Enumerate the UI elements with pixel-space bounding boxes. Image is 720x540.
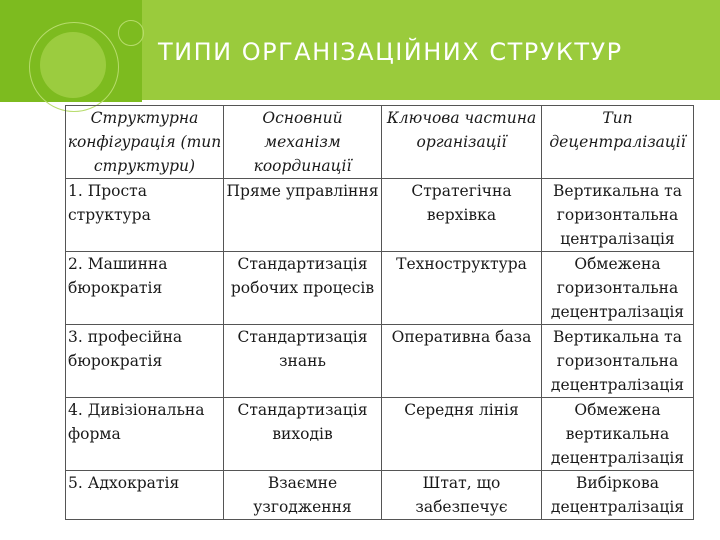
header-decentralization-type: Тип децентралізації bbox=[542, 106, 694, 179]
header-structure-type: Структурна конфігурація (тип структури) bbox=[66, 106, 224, 179]
cell-key-part: Оперативна база bbox=[382, 325, 542, 398]
cell-decentralization: Вибіркова децентралізація bbox=[542, 471, 694, 520]
table-row bbox=[66, 471, 694, 520]
table-row bbox=[66, 398, 694, 471]
cell-decentralization: Обмежена вертикальна децентралізація bbox=[542, 398, 694, 471]
decorative-circle bbox=[40, 32, 106, 98]
cell-mechanism: Пряме управління bbox=[224, 179, 382, 252]
cell-key-part: Штат, що забезпечує bbox=[382, 471, 542, 520]
decorative-small-circle bbox=[118, 20, 144, 46]
table-row bbox=[66, 252, 694, 325]
cell-decentralization: Вертикальна та горизонтальна централізація bbox=[542, 179, 694, 252]
table-row bbox=[66, 325, 694, 398]
cell-structure: 1. Проста структура bbox=[66, 179, 224, 252]
cell-key-part: Техноструктура bbox=[382, 252, 542, 325]
slide-title: ТИПИ ОРГАНІЗАЦІЙНИХ СТРУКТУР bbox=[158, 38, 623, 66]
cell-structure: 2. Машинна бюрократія bbox=[66, 252, 224, 325]
cell-structure: 3. професійна бюрократія bbox=[66, 325, 224, 398]
cell-mechanism: Взаємне узгодження bbox=[224, 471, 382, 520]
header-coordination-mechanism: Основний механізм координації bbox=[224, 106, 382, 179]
cell-decentralization: Вертикальна та горизонтальна децентралізація bbox=[542, 325, 694, 398]
cell-decentralization: Обмежена горизонтальна децентралізація bbox=[542, 252, 694, 325]
cell-mechanism: Стандартизація виходів bbox=[224, 398, 382, 471]
cell-mechanism: Стандартизація знань bbox=[224, 325, 382, 398]
cell-key-part: Стратегічна верхівка bbox=[382, 179, 542, 252]
cell-structure: 5. Адхократія bbox=[66, 471, 224, 520]
cell-structure: 4. Дивізіональна форма bbox=[66, 398, 224, 471]
header-key-part: Ключова частина організації bbox=[382, 106, 542, 179]
cell-mechanism: Стандартизація робочих процесів bbox=[224, 252, 382, 325]
table-row bbox=[66, 179, 694, 252]
table-header-row bbox=[66, 106, 694, 179]
cell-key-part: Середня лінія bbox=[382, 398, 542, 471]
org-structures-table bbox=[65, 105, 694, 520]
